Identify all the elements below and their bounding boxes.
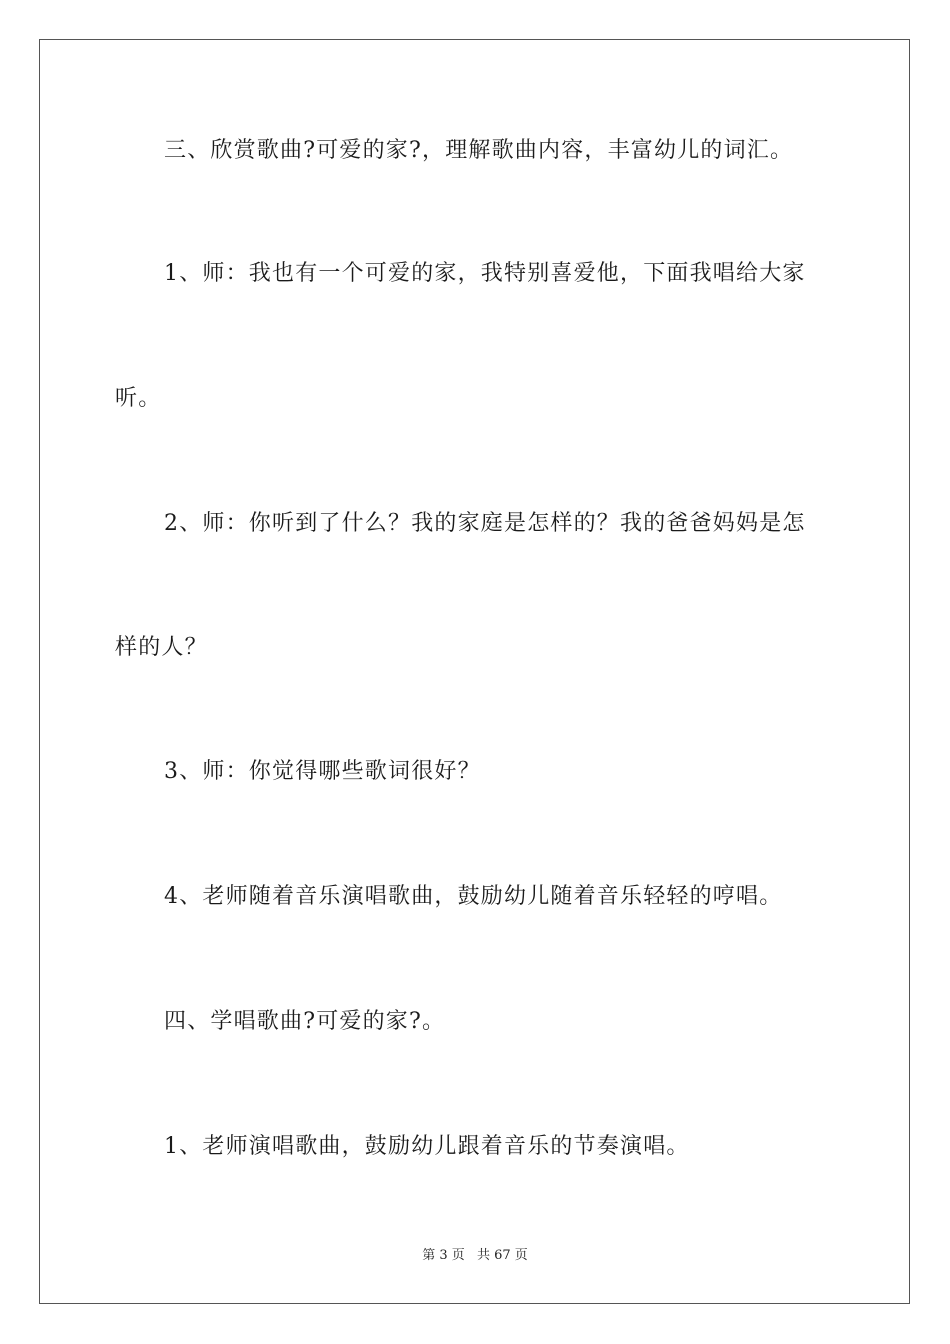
page-number: 第 3 页 (422, 1248, 465, 1263)
paragraph-5: 4、老师随着音乐演唱歌曲，鼓励幼儿随着音乐轻轻的哼唱。 (164, 884, 783, 909)
paragraph-1: 三、欣赏歌曲?可爱的家?，理解歌曲内容，丰富幼儿的词汇。 (164, 138, 794, 163)
page-frame (39, 39, 910, 1304)
paragraph-3: 2、师：你听到了什么？我的家庭是怎样的？我的爸爸妈妈是怎 (164, 511, 806, 536)
paragraph-2: 1、师：我也有一个可爱的家，我特别喜爱他，下面我唱给大家 (164, 261, 806, 286)
paragraph-4: 3、师：你觉得哪些歌词很好？ (164, 759, 481, 784)
paragraph-2-continued: 听。 (115, 386, 162, 411)
page-footer (0, 1246, 950, 1266)
total-pages: 共 67 页 (476, 1248, 528, 1263)
paragraph-6: 四、学唱歌曲?可爱的家?。 (164, 1009, 446, 1034)
paragraph-3-continued: 样的人？ (115, 635, 208, 660)
paragraph-7: 1、老师演唱歌曲，鼓励幼儿跟着音乐的节奏演唱。 (164, 1134, 690, 1159)
